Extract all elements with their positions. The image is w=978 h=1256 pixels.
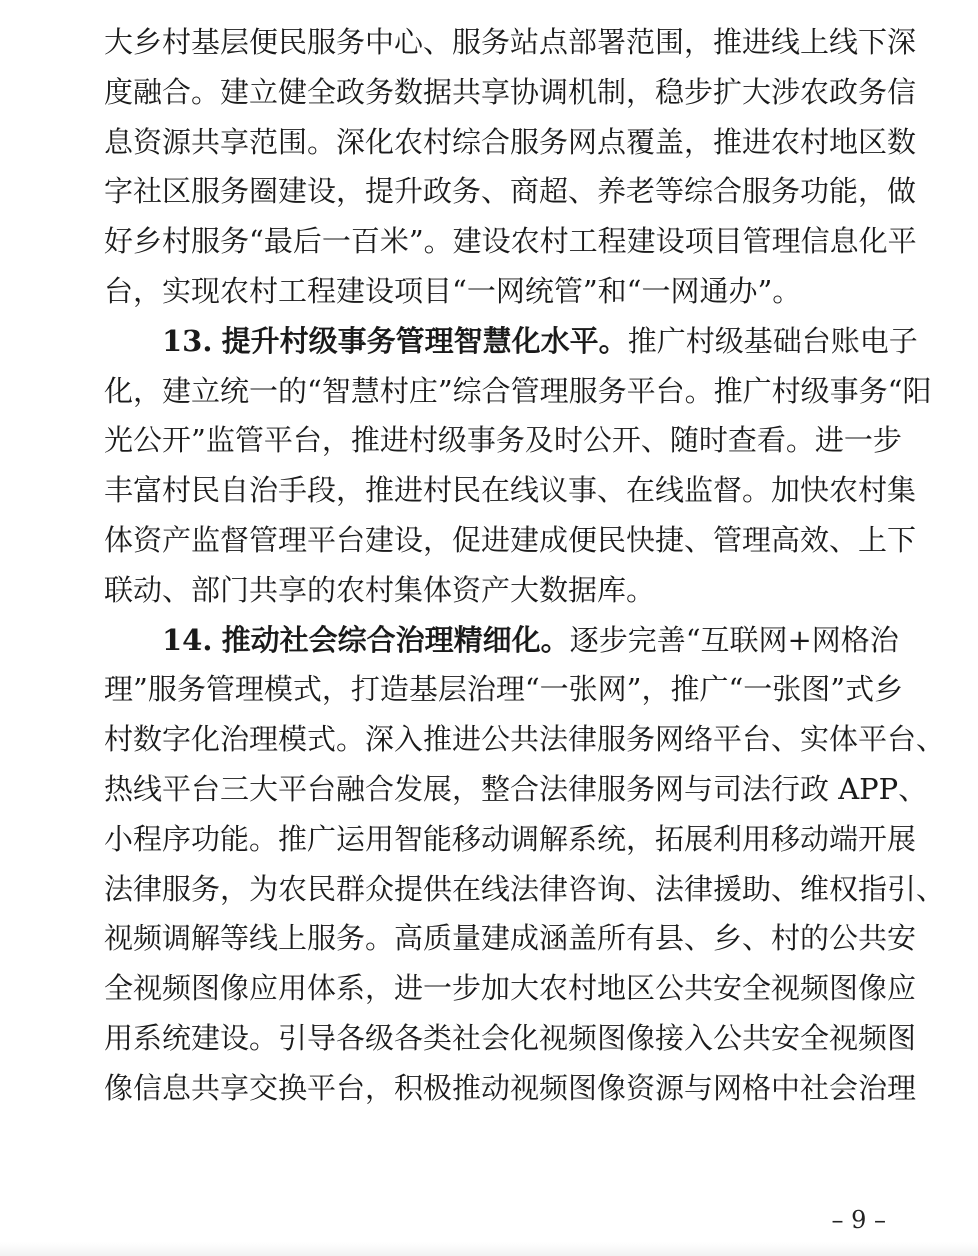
text-line: 全视频图像应用体系，进一步加大农村地区公共安全视频图像应 [104, 971, 917, 1006]
text-line: 字社区服务圈建设，提升政务、商超、养老等综合服务功能，做 [104, 174, 917, 209]
text-line: 理”服务管理模式，打造基层治理“一张网”，推广“一张图”式乡 [104, 672, 904, 707]
text-line: 视频调解等线上服务。高质量建成涵盖所有县、乡、村的公共安 [104, 921, 917, 956]
item-14-number: 14. [162, 622, 213, 657]
item-13-first-line-text: 推广村级基础台账电子 [627, 323, 918, 358]
text-line: 热线平台三大平台融合发展，整合法律服务网与司法行政 APP、 [104, 771, 928, 806]
text-line: 像信息共享交换平台，积极推动视频图像资源与网格中社会治理 [104, 1070, 917, 1105]
page-edge-shadow [0, 1242, 978, 1256]
text-line: 丰富村民自治手段，推进村民在线议事、在线监督。加快农村集 [104, 473, 917, 508]
body-text [104, 18, 946, 1114]
text-line: 化，建立统一的“智慧村庄”综合管理服务平台。推广村级事务“阳 [104, 373, 932, 408]
page-number: – 9 – [831, 1206, 886, 1234]
text-line: 息资源共享范围。深化农村综合服务网点覆盖，推进农村地区数 [104, 124, 917, 159]
text-line: 度融合。建立健全政务数据共享协调机制，稳步扩大涉农政务信 [104, 74, 917, 109]
text-line: 联动、部门共享的农村集体资产大数据库。 [104, 572, 656, 607]
text-line: 光公开”监管平台，推进村级事务及时公开、随时查看。进一步 [104, 423, 902, 458]
item-14-first-line-text: 逐步完善“互联网+网格治 [569, 622, 899, 657]
text-line: 台，实现农村工程建设项目“一网统管”和“一网通办”。 [104, 273, 802, 308]
text-line: 体资产监督管理平台建设，促进建成便民快捷、管理高效、上下 [104, 522, 917, 557]
text-line: 村数字化治理模式。深入推进公共法律服务网络平台、实体平台、 [104, 722, 946, 757]
item-13-title: 提升村级事务管理智慧化水平。 [221, 323, 628, 358]
text-line: 法律服务，为农民群众提供在线法律咨询、法律援助、维权指引、 [104, 871, 946, 906]
text-line: 用系统建设。引导各级各类社会化视频图像接入公共安全视频图 [104, 1020, 917, 1055]
text-line: 小程序功能。推广运用智能移动调解系统，拓展利用移动端开展 [104, 821, 917, 856]
text-line: 好乡村服务“最后一百米”。建设农村工程建设项目管理信息化平 [104, 224, 917, 259]
item-13-number: 13. [162, 323, 213, 358]
item-14-title: 推动社会综合治理精细化。 [221, 622, 570, 657]
text-line: 大乡村基层便民服务中心、服务站点部署范围，推进线上线下深 [104, 25, 917, 59]
item-14-heading-line [104, 616, 899, 666]
item-13-heading-line [104, 317, 918, 367]
